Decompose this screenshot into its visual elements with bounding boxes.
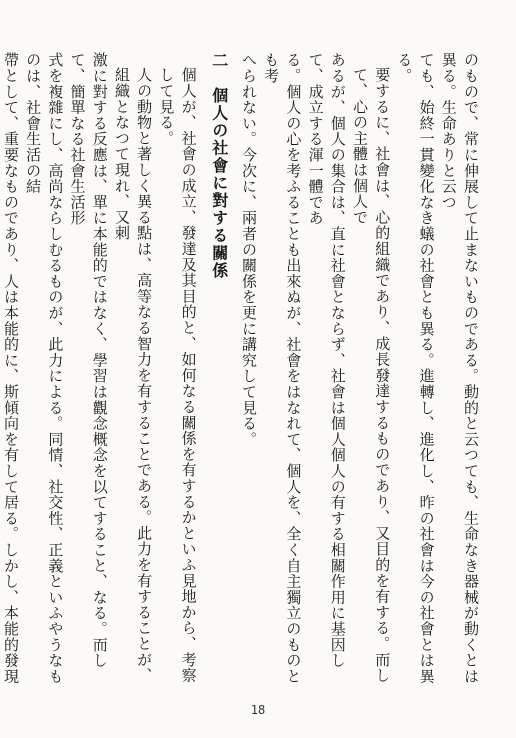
- text-line: 激に對する反應は、單に本能的ではなく、學習は觀念概念を以てすること、なる。而して、簡單なる社會生活形: [68, 52, 109, 669]
- text-line: あるが、個人の集合は、直に社會とならず、社會は個人個人の有する相關作用に基因して、成立する渾一體であ: [306, 52, 347, 669]
- page-number: 18: [250, 703, 266, 717]
- text-line: 帶として、重要なものであり、人は本能的に、斯傾向を有して居る。しかし、本能的發現: [1, 52, 20, 684]
- text-line: 式を複雜にし、高尚ならしむるものが、此力による。同情、社交性、正義といふやうなものは、社會生活の結: [24, 52, 65, 684]
- section-heading: 二 個人の社會に對する關係: [209, 52, 229, 280]
- text-line: へられない。今次に、兩者の關係を更に講究して見る。: [239, 52, 258, 447]
- text-line: る。個人の心を考ふることも出來ぬが、社會をはなれて、個人を、全く自主獨立のものとも考: [262, 52, 303, 684]
- spacer: [230, 52, 238, 692]
- text-line: ても、始終一貫變化なき蟻の社會とも異る。進轉し、進化し、昨の社會は今の社會とは異る。: [395, 52, 436, 684]
- text-line: 要するに、社會は、心的組織であり、成長發達するものであり、又目的を有する。而して、心の主體は個人で: [350, 67, 392, 684]
- body-text: [1, 52, 482, 692]
- spacer: [200, 52, 208, 692]
- text-line: 個人が、社會の成立、發達及其目的と、如何なる關係を有するかといふ見地から、考察して見る。: [157, 67, 198, 684]
- text-line: 人の動物と著しく異る點は、高等なる智力を有することである。此力を有することが、組織となつて現れ、又刺: [112, 67, 154, 684]
- text-line: のもので、常に伸展して止まないものである。動的と云つても、生命なき器械が動くとは異る。生命ありと云つ: [439, 52, 480, 684]
